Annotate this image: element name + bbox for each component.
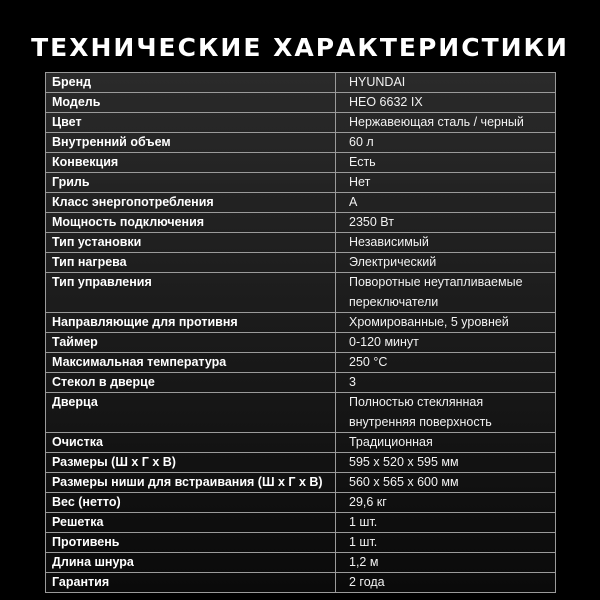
spec-label: Решетка <box>46 513 336 533</box>
spec-value <box>336 273 556 313</box>
spec-value: 1,2 м <box>336 553 556 573</box>
spec-label: Размеры (Ш х Г х В) <box>46 453 336 473</box>
spec-label: Размеры ниши для встраивания (Ш х Г х В) <box>46 473 336 493</box>
spec-value: Традиционная <box>336 433 556 453</box>
spec-value: 1 шт. <box>336 533 556 553</box>
spec-value: A <box>336 193 556 213</box>
spec-value: 0-120 минут <box>336 333 556 353</box>
spec-value: 2 года <box>336 573 556 593</box>
spec-value: 560 x 565 x 600 мм <box>336 473 556 493</box>
spec-value: 60 л <box>336 133 556 153</box>
spec-label: Направляющие для противня <box>46 313 336 333</box>
table-row <box>46 573 556 593</box>
spec-label: Цвет <box>46 113 336 133</box>
spec-value: 3 <box>336 373 556 393</box>
table-row <box>46 353 556 373</box>
table-row <box>46 313 556 333</box>
spec-value: Независимый <box>336 233 556 253</box>
spec-label: Длина шнура <box>46 553 336 573</box>
spec-value <box>336 393 556 433</box>
spec-value: HYUNDAI <box>336 73 556 93</box>
table-row <box>46 513 556 533</box>
spec-label: Внутренний объем <box>46 133 336 153</box>
table-row <box>46 373 556 393</box>
spec-label: Тип управления <box>46 273 336 313</box>
spec-label: Дверца <box>46 393 336 433</box>
spec-value: Нет <box>336 173 556 193</box>
spec-value: 595 x 520 x 595 мм <box>336 453 556 473</box>
table-row <box>46 273 556 313</box>
table-row <box>46 453 556 473</box>
spec-label: Максимальная температура <box>46 353 336 373</box>
spec-label: Гарантия <box>46 573 336 593</box>
spec-value-line: внутренняя поверхность <box>349 414 492 429</box>
page-title: ТЕХНИЧЕСКИЕ ХАРАКТЕРИСТИКИ <box>31 33 569 62</box>
spec-label: Гриль <box>46 173 336 193</box>
spec-value: 250 °C <box>336 353 556 373</box>
spec-value: 29,6 кг <box>336 493 556 513</box>
table-row <box>46 73 556 93</box>
spec-value-line: Поворотные неутапливаемые <box>349 275 523 289</box>
spec-label: Модель <box>46 93 336 113</box>
spec-label: Стекол в дверце <box>46 373 336 393</box>
table-row <box>46 493 556 513</box>
spec-label: Тип установки <box>46 233 336 253</box>
table-row <box>46 253 556 273</box>
table-row <box>46 333 556 353</box>
table-row <box>46 473 556 493</box>
table-row <box>46 213 556 233</box>
table-row <box>46 133 556 153</box>
spec-value: HEO 6632 IX <box>336 93 556 113</box>
spec-label: Очистка <box>46 433 336 453</box>
spec-label: Противень <box>46 533 336 553</box>
spec-value-line: Полностью стеклянная <box>349 395 484 409</box>
table-row <box>46 393 556 433</box>
spec-label: Таймер <box>46 333 336 353</box>
specs-table <box>45 72 556 593</box>
table-row <box>46 93 556 113</box>
spec-value: Электрический <box>336 253 556 273</box>
spec-label: Класс энергопотребления <box>46 193 336 213</box>
spec-label: Бренд <box>46 73 336 93</box>
spec-value: Есть <box>336 153 556 173</box>
table-row <box>46 553 556 573</box>
spec-label: Вес (нетто) <box>46 493 336 513</box>
table-row <box>46 233 556 253</box>
spec-value: Нержавеющая сталь / черный <box>336 113 556 133</box>
spec-value: Хромированные, 5 уровней <box>336 313 556 333</box>
table-row <box>46 193 556 213</box>
table-row <box>46 113 556 133</box>
table-row <box>46 153 556 173</box>
spec-value: 2350 Вт <box>336 213 556 233</box>
spec-label: Тип нагрева <box>46 253 336 273</box>
table-row <box>46 533 556 553</box>
spec-label: Мощность подключения <box>46 213 336 233</box>
spec-value-line: переключатели <box>349 294 439 309</box>
spec-label: Конвекция <box>46 153 336 173</box>
table-row <box>46 173 556 193</box>
table-row <box>46 433 556 453</box>
spec-value: 1 шт. <box>336 513 556 533</box>
